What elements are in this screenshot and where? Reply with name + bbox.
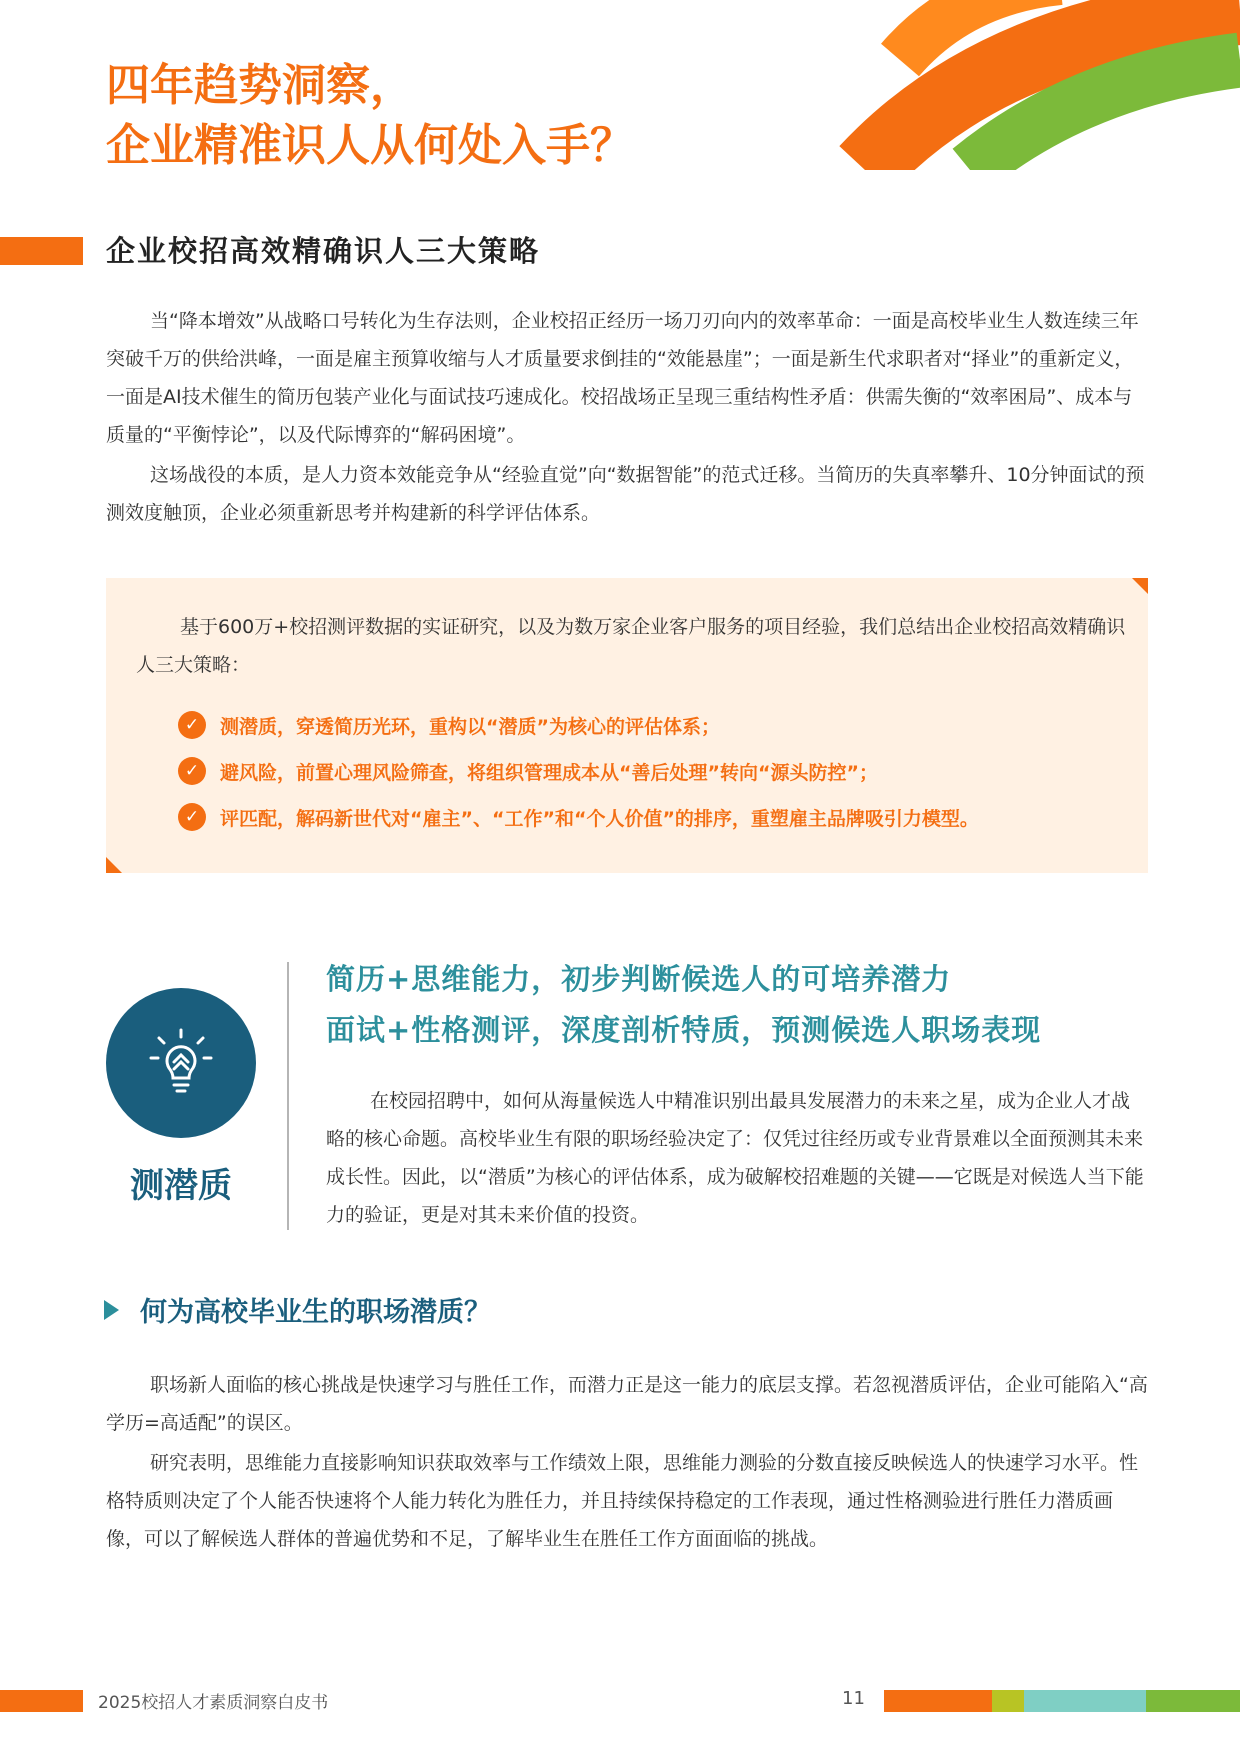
check-circle-icon: ✓: [178, 711, 206, 739]
badge-label: 测潜质: [130, 1166, 232, 1206]
page-title-line-1: 四年趋势洞察，: [106, 60, 414, 111]
potential-badge: [106, 988, 256, 1138]
check-circle-icon: ✓: [178, 757, 206, 785]
section-heading: 企业校招高效精确识人三大策略: [106, 234, 541, 268]
decorative-arcs: [820, 0, 1240, 170]
callout-intro: 基于600万+校招测评数据的实证研究，以及为数万家企业客户服务的项目经验，我们总结出企业校招高效精确识人三大策略：: [136, 616, 1126, 676]
check-circle-icon: ✓: [178, 803, 206, 831]
page-title-line-2: 企业精准识人从何处入手？: [106, 120, 634, 171]
potential-body: 在校园招聘中，如何从海量候选人中精准识别出最具发展潜力的未来之星，成为企业人才战略的核心命题。高校毕业生有限的职场经验决定了：仅凭过往经历或专业背景难以全面预测其未来成长性。因此，以“潜质”为核心的评估体系，成为破解校招难题的关键——它既是对候选人当下能力的验证，更是对其未来价值的投资。: [326, 1090, 1144, 1226]
list-item: [178, 702, 979, 748]
page-number: 11: [842, 1688, 865, 1709]
strategy-list: [178, 702, 979, 840]
question-heading: 何为高校毕业生的职场潜质？: [140, 1297, 491, 1328]
play-triangle-icon: [104, 1300, 119, 1320]
list-item: [178, 748, 979, 794]
question-paragraph-1: 职场新人面临的核心挑战是快速学习与胜任工作，而潜力正是这一能力的底层支撑。若忽视潜质评估，企业可能陷入“高学历=高适配”的误区。: [106, 1374, 1148, 1434]
strategy-item-text: 测潜质，穿透简历光环，重构以“潜质”为核心的评估体系；: [220, 715, 720, 738]
page-title: [106, 56, 866, 176]
footer-color-strip: [1146, 1690, 1240, 1712]
lightbulb-icon: [149, 1028, 213, 1098]
corner-triangle-icon: [106, 857, 122, 873]
potential-subtitle-1: 简历+思维能力，初步判断候选人的可培养潜力: [326, 962, 952, 996]
footer-color-strip: [884, 1690, 992, 1712]
footer-color-strip: [992, 1690, 1024, 1712]
footer-doc-title: 2025校招人才素质洞察白皮书: [98, 1693, 329, 1713]
footer-accent-bar: [0, 1690, 83, 1712]
strategy-item-text: 避风险，前置心理风险筛查，将组织管理成本从“善后处理”转向“源头防控”；: [220, 761, 878, 784]
strategy-item-text: 评匹配，解码新世代对“雇主”、“工作”和“个人价值”的排序，重塑雇主品牌吸引力模型。: [220, 807, 979, 830]
intro-paragraph-1: 当“降本增效”从战略口号转化为生存法则，企业校招正经历一场刀刃向内的效率革命：一面是高校毕业生人数连续三年突破千万的供给洪峰，一面是雇主预算收缩与人才质量要求倒挂的“效能悬崖”；一面是新生代求职者对“择业”的重新定义，一面是AI技术催生的简历包装产业化与面试技巧速成化。校招战场正呈现三重结构性矛盾：供需失衡的“效率困局”、成本与质量的“平衡悖论”，以及代际博弈的“解码困境”。: [106, 310, 1139, 446]
list-item: [178, 794, 979, 840]
intro-paragraph-2: 这场战役的本质，是人力资本效能竞争从“经验直觉”向“数据智能”的范式迁移。当简历的失真率攀升、10分钟面试的预测效度触顶，企业必须重新思考并构建新的科学评估体系。: [106, 464, 1145, 524]
section-accent-bar: [0, 237, 83, 265]
footer-color-strip: [1024, 1690, 1146, 1712]
corner-triangle-icon: [1132, 578, 1148, 594]
question-paragraph-2: 研究表明，思维能力直接影响知识获取效率与工作绩效上限，思维能力测验的分数直接反映候选人的快速学习水平。性格特质则决定了个人能否快速将个人能力转化为胜任力，并且持续保持稳定的工作表现，通过性格测验进行胜任力潜质画像，可以了解候选人群体的普遍优势和不足，了解毕业生在胜任工作方面面临的挑战。: [106, 1452, 1139, 1550]
potential-subtitle-2: 面试+性格测评，深度剖析特质，预测候选人职场表现: [326, 1013, 1042, 1047]
vertical-divider: [287, 962, 289, 1230]
strategy-callout-box: [106, 578, 1148, 873]
